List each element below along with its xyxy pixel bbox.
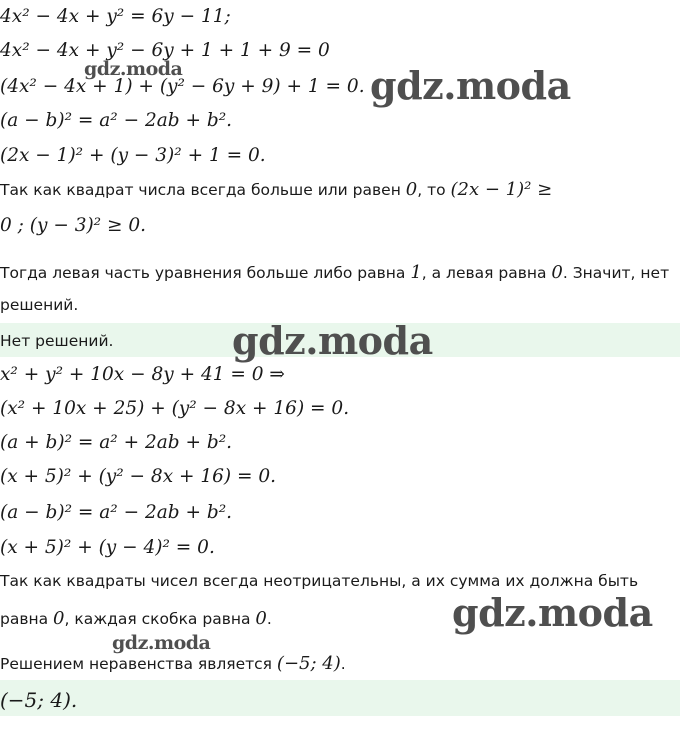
watermark-large-1: gdz.moda <box>370 63 571 108</box>
equation-line-3: (4x² − 4x + 1) + (y² − 6y + 9) + 1 = 0. <box>0 76 365 97</box>
explanation-text: . <box>340 655 346 673</box>
explanation-text: , каждая скобка равна <box>64 610 256 628</box>
inline-math: 1 <box>410 262 422 283</box>
inline-math: 0 <box>405 179 418 200</box>
explanation-text: . <box>266 610 272 628</box>
inline-math: (−5; 4) <box>276 653 341 674</box>
inline-math: 0 <box>551 262 563 283</box>
watermark-large-2: gdz.moda <box>232 318 433 363</box>
equation-line-2: 4x² − 4x + y² − 6y + 1 + 1 + 9 = 0 <box>0 40 330 61</box>
explanation-text: Тогда левая часть уравнения больше либо равна <box>0 264 411 282</box>
identity-line-1: (a − b)² = a² − 2ab + b². <box>0 110 232 131</box>
answer-1: Нет решений. <box>0 332 114 350</box>
explanation-text: Так как квадрат числа всегда больше или равен <box>0 181 406 199</box>
inline-math: 0 <box>255 608 267 629</box>
equation-line-7: (x + 5)² + (y² − 8x + 16) = 0. <box>0 466 277 487</box>
answer-highlight-2 <box>0 680 680 716</box>
explanation-text: , то <box>417 181 451 199</box>
identity-line-2: (a + b)² = a² + 2ab + b². <box>0 432 232 453</box>
answer-2: (−5; 4). <box>0 688 78 712</box>
watermark-large-3: gdz.moda <box>452 590 653 635</box>
explanation-text: , а левая равна <box>421 264 552 282</box>
explanation-line-5 <box>0 608 272 629</box>
explanation-text: . Значит, нет <box>562 264 670 282</box>
watermark-small-2: gdz.moda <box>112 632 211 654</box>
equation-line-6: (x² + 10x + 25) + (y² − 8x + 16) = 0. <box>0 398 350 419</box>
explanation-line-2 <box>0 262 669 283</box>
inline-math: (2x − 1)² ≥ <box>450 179 553 200</box>
explanation-line-4: Так как квадраты чисел всегда неотрицательны, а их сумма их должна быть <box>0 572 639 590</box>
inline-math: 0 <box>53 608 65 629</box>
inequality-line: 0 ; (y − 3)² ≥ 0. <box>0 215 147 236</box>
explanation-text: равна <box>0 610 54 628</box>
watermark-small-1: gdz.moda <box>84 58 183 80</box>
equation-line-5: x² + y² + 10x − 8y + 41 = 0 ⇒ <box>0 364 285 385</box>
explanation-line-3: решений. <box>0 296 79 314</box>
explanation-text: Решением неравенства является <box>0 655 277 673</box>
explanation-line-1 <box>0 179 552 200</box>
equation-line-4: (2x − 1)² + (y − 3)² + 1 = 0. <box>0 145 266 166</box>
equation-line-8: (x + 5)² + (y − 4)² = 0. <box>0 537 215 558</box>
identity-line-3: (a − b)² = a² − 2ab + b². <box>0 502 232 523</box>
explanation-line-6 <box>0 653 346 674</box>
equation-line-1: 4x² − 4x + y² = 6y − 11; <box>0 6 231 27</box>
